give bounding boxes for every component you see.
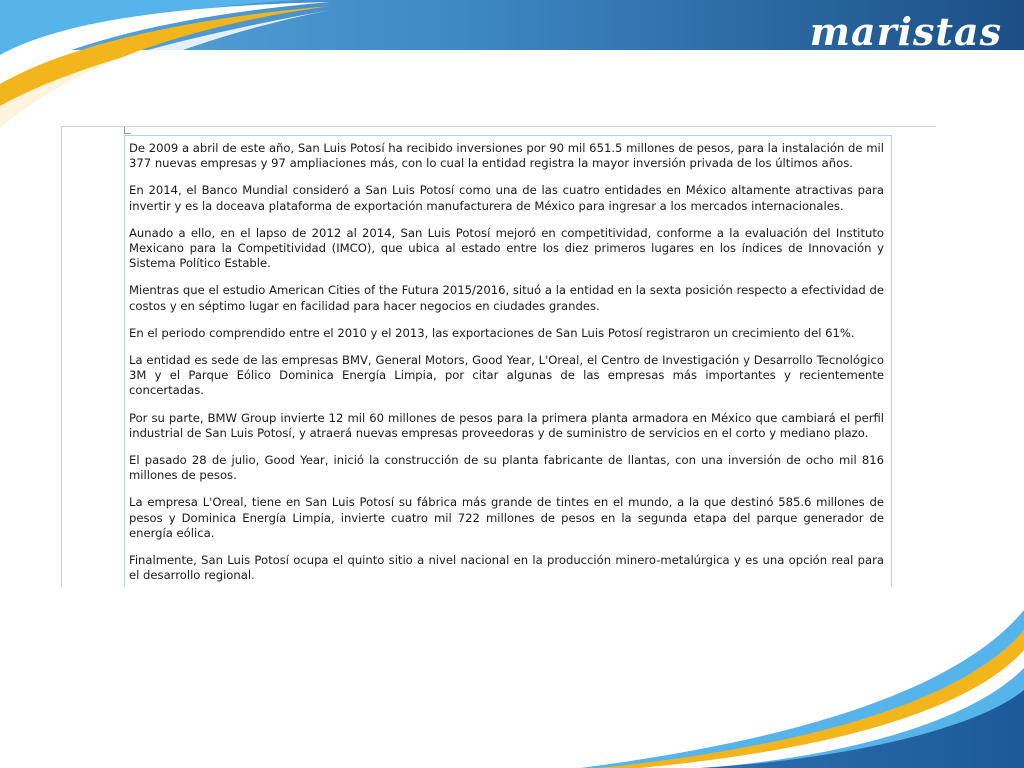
maristas-logo: maristas [809,9,1002,54]
paragraph-2: En 2014, el Banco Mundial consideró a San Luis Potosí como una de las cuatro entidades en México altamente atractivas para invertir y es la doceava plataforma de exportación manufacturera de México para ingresar a los mercados internacionales. [129,183,884,213]
paragraph-10: Finalmente, San Luis Potosí ocupa el quinto sitio a nivel nacional en la producción minero-metalúrgica y es una opción real para el desarrollo regional. [129,553,884,583]
paragraph-4: Mientras que el estudio American Cities of the Futura 2015/2016, situó a la entidad en la sexta posición respecto a efectividad de costos y en séptimo lugar en facilidad para hacer negocios en ciudades grandes. [129,283,884,313]
document-page [61,126,936,587]
paragraph-6: La entidad es sede de las empresas BMV, General Motors, Good Year, L'Oreal, el Centro de Investigación y Desarrollo Tecnológico 3M y el Parque Eólico Dominica Energía Limpia, por citar algunas de las empresas más importantes y recientemente concertadas. [129,353,884,398]
document-body[interactable] [129,141,884,587]
paragraph-5: En el periodo comprendido entre el 2010 y el 2013, las exportaciones de San Luis Potosí registraron un crecimiento del 61%. [129,325,855,340]
paragraph-7: Por su parte, BMW Group invierte 12 mil 60 millones de pesos para la primera planta armadora en México que cambiará el perfil industrial de San Luis Potosí, y atraerá nuevas empresas proveedoras y de suministro de servicios en el corto y mediano plazo. [129,410,884,440]
page-corner-mark [124,127,131,134]
paragraph-9: La empresa L'Oreal, tiene en San Luis Potosí su fábrica más grande de tintes en el mundo, a la que destinó 585.6 millones de pesos y Dominica Energía Limpia, invierte cuatro mil 722 millones de pesos en la segunda etapa del parque generador de energía eólica. [129,495,884,540]
paragraph-3: Aunado a ello, en el lapso de 2012 al 2014, San Luis Potosí mejoró en competitividad, conforme a la evaluación del Instituto Mexicano para la Competitividad (IMCO), que ubica al estado entre los diez primeros lugares en los índices de Innovación y Sistema Político Estable. [129,225,884,271]
paragraph-1: De 2009 a abril de este año, San Luis Potosí ha recibido inversiones por 90 mil 651.5 millones de pesos, para la instalación de mil 377 nuevas empresas y 97 ampliaciones más, con lo cual la entidad registra la mayor inversión privada de los últimos años. [129,141,884,171]
paragraph-8: El pasado 28 de julio, Good Year, inició la construcción de su planta fabricante de llantas, con una inversión de ocho mil 816 millones de pesos. [129,453,884,483]
